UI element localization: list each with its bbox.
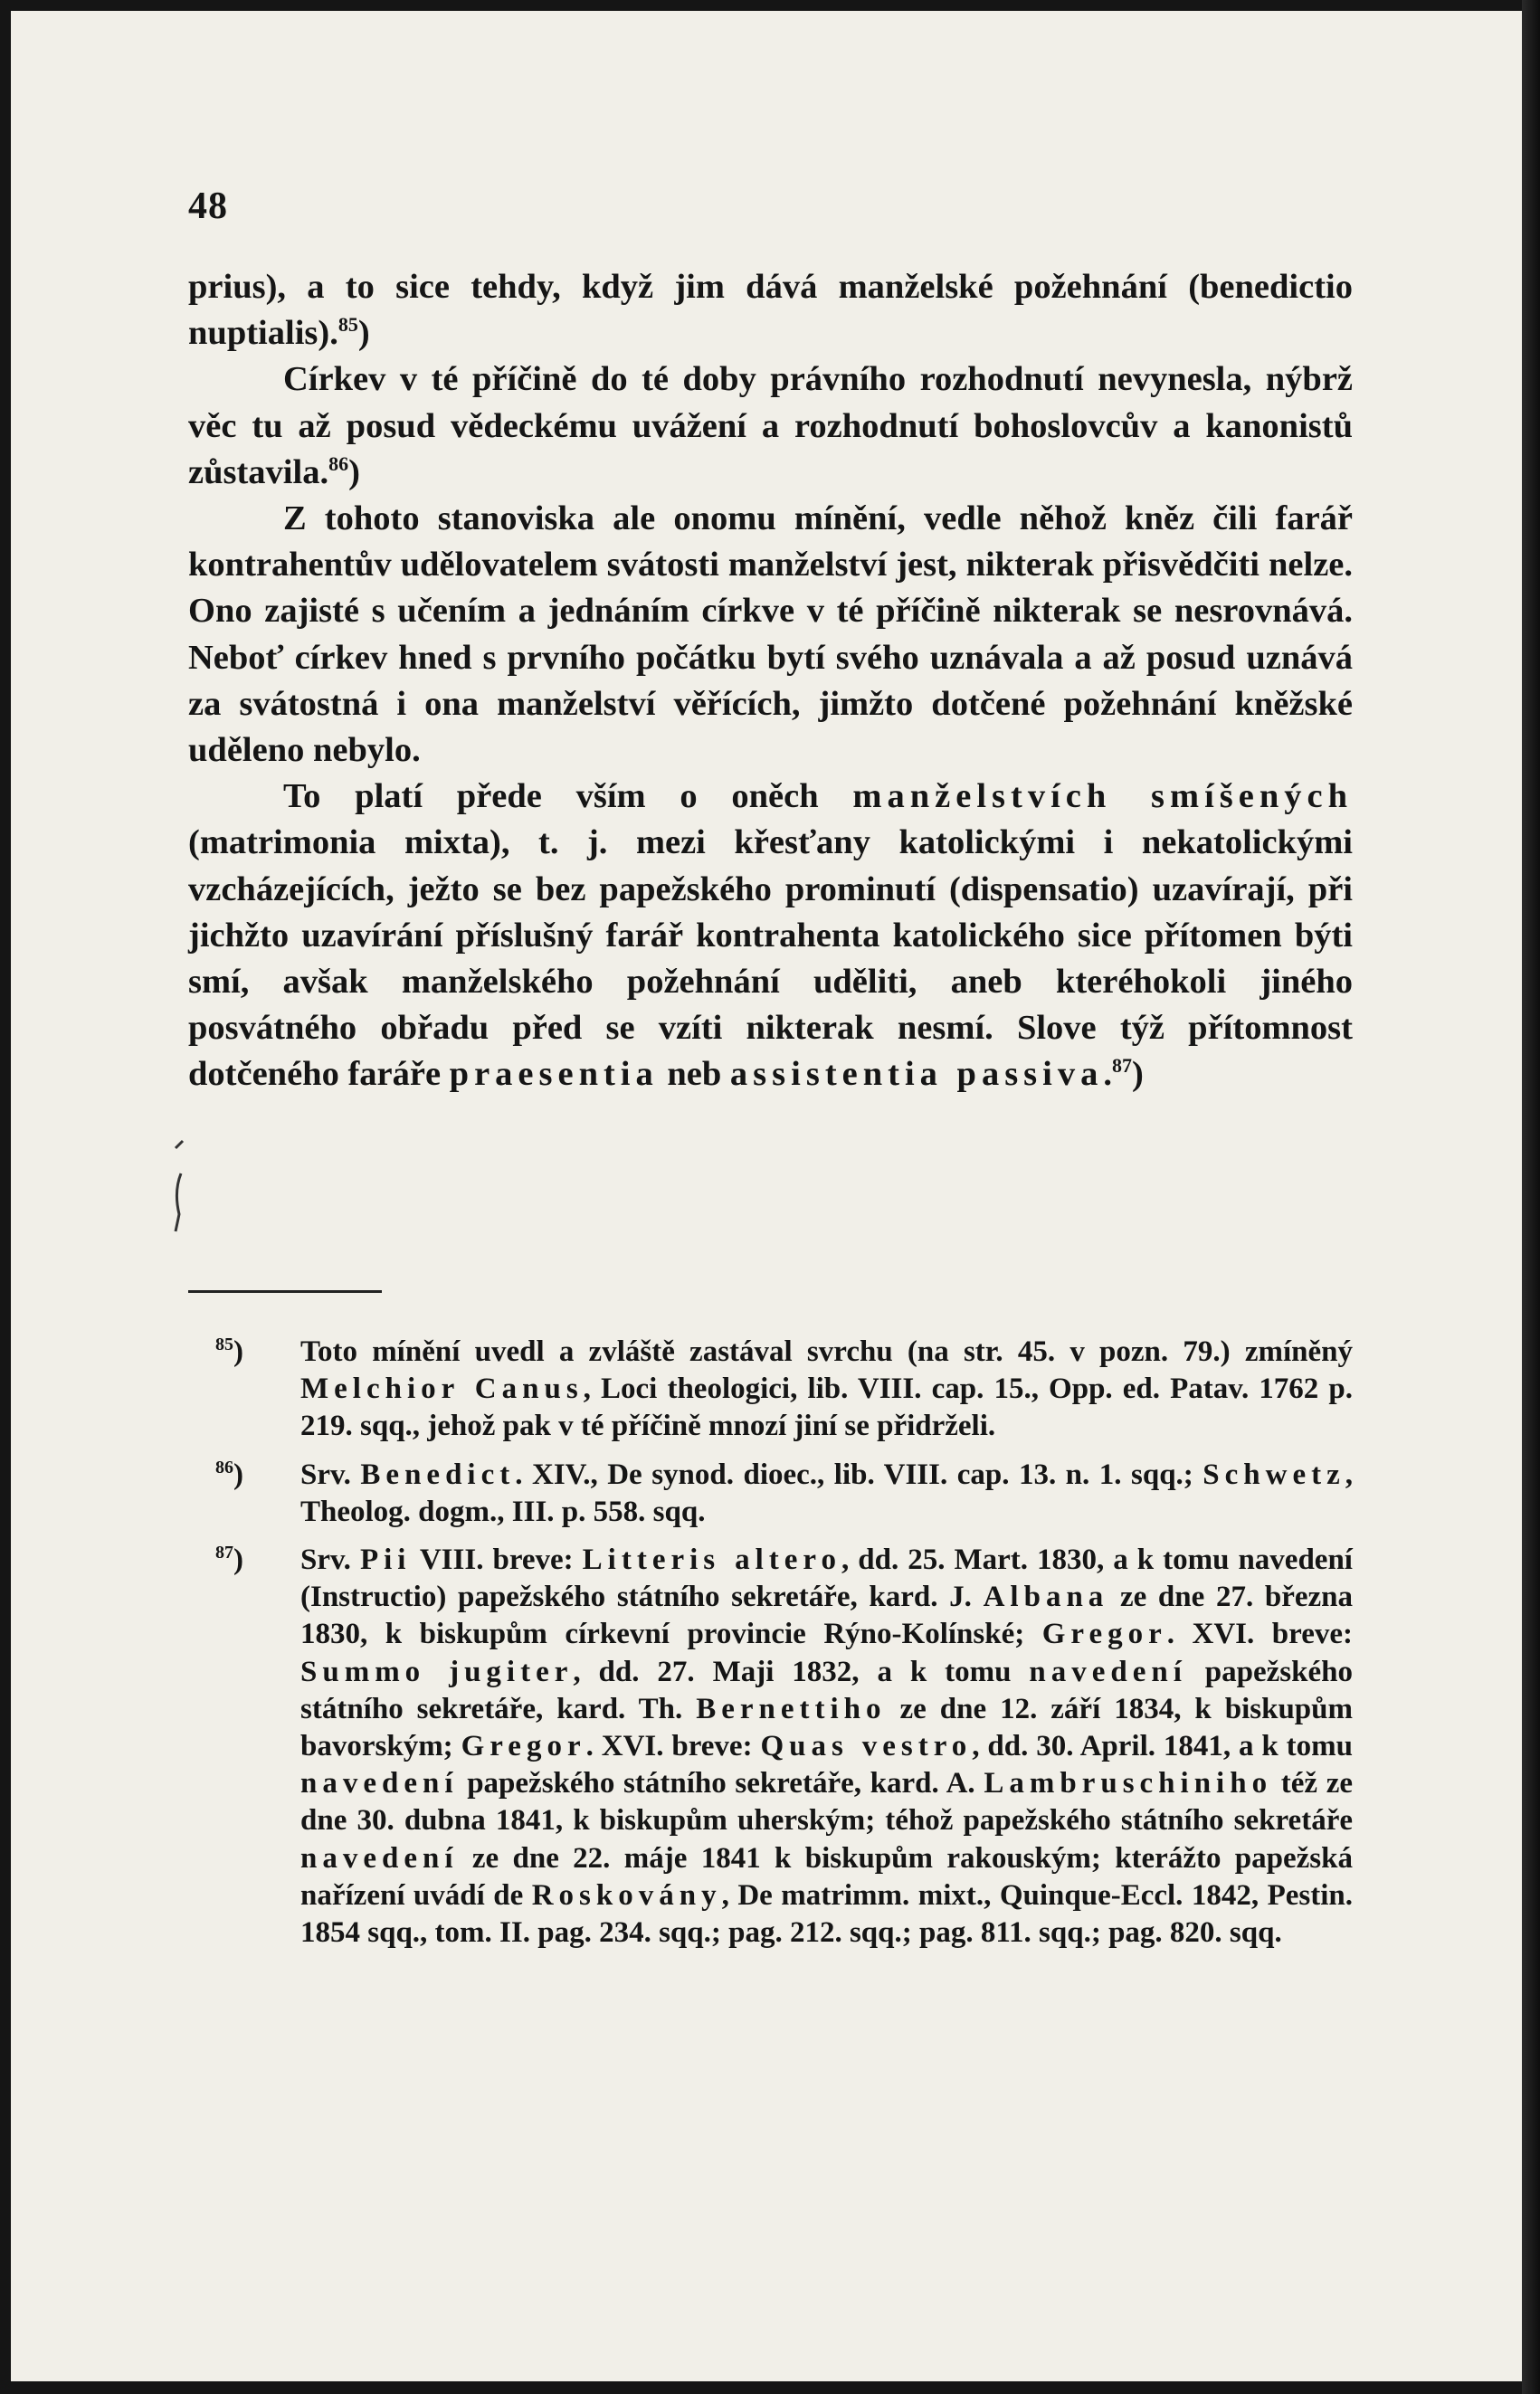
- spaced-emphasis: praesentia: [449, 1055, 659, 1094]
- text-run: papežského státního sekretáře, kard. Th.: [300, 1655, 1353, 1725]
- text-run: To platí přede vším o oněch: [283, 777, 853, 816]
- text-run: VIII. breve:: [411, 1544, 583, 1577]
- footnote-number: 85: [215, 1335, 233, 1354]
- text-run: . XIV., De synod. dioec., lib. VIII. cap. 13. n. 1. sqq.;: [515, 1458, 1203, 1491]
- footnote-number: 87: [215, 1543, 233, 1563]
- footnote-ref: 87: [1111, 1054, 1132, 1078]
- spaced-emphasis: Bernettiho: [696, 1692, 887, 1725]
- text-run: , dd. 25. Mart. 1830, a k tomu navedení (Instructio) papežského státního sekretáře, kard. J.: [300, 1544, 1353, 1614]
- spaced-emphasis: Lambruschiniho: [984, 1767, 1273, 1800]
- text-run: ): [1131, 1055, 1144, 1094]
- spaced-emphasis: Gregor: [1041, 1618, 1167, 1651]
- text-run: Srv.: [300, 1458, 361, 1491]
- text-run: . XVI. breve:: [585, 1730, 761, 1763]
- text-run: ze dne 12. září 1834, k biskupům bavorským;: [300, 1692, 1353, 1763]
- paragraph: [188, 774, 1353, 1097]
- spaced-emphasis: Melchior Canus: [300, 1373, 584, 1406]
- text-run: .: [1103, 1055, 1112, 1094]
- page-number: 48: [188, 185, 228, 227]
- text-run: . XVI. breve:: [1166, 1618, 1353, 1651]
- footnote-text: [300, 1544, 1353, 1949]
- text-run: ze dne 27. března 1830, k biskupům církevní provincie Rýno-Kolínské;: [300, 1581, 1353, 1651]
- spaced-emphasis: Albana: [983, 1581, 1109, 1614]
- text-run: , Loci theologici, lib. VIII. cap. 15., Opp. ed. Patav. 1762 p. 219. sqq., jehož pak v té příčině mnozí jiní se přidrželi.: [300, 1373, 1353, 1443]
- text-run: ): [357, 314, 370, 353]
- main-text: [188, 264, 1353, 1098]
- book-page: [11, 11, 1522, 2381]
- spaced-emphasis: Quas vestro: [760, 1730, 973, 1763]
- text-run: , Theolog. dogm., III. p. 558. sqq.: [300, 1458, 1353, 1528]
- footnote-separator: [188, 1290, 382, 1293]
- spaced-emphasis: assistentia passiva: [729, 1055, 1104, 1094]
- footnote-paren: ): [233, 1544, 243, 1577]
- spaced-emphasis: navedení: [1029, 1655, 1187, 1688]
- spaced-emphasis: navedení: [300, 1767, 459, 1800]
- spaced-emphasis: Roskovány: [531, 1878, 722, 1912]
- paragraph: [188, 264, 1353, 356]
- text-run: , De matrimm. mixt., Quinque-Eccl. 1842, Pestin. 1854 sqq., tom. II. pag. 234. sqq.; pag. 212. sqq.; pag. 811. sqq.; pag. 820. sqq.: [300, 1878, 1353, 1950]
- footnote-text: [300, 1458, 1353, 1528]
- footnote-mark: [215, 1334, 297, 1371]
- footnote-ref: 85: [337, 313, 358, 337]
- spaced-emphasis: Pii: [359, 1544, 412, 1577]
- text-run: papežského státního sekretáře, kard. A.: [458, 1767, 984, 1800]
- footnote-mark: [215, 1457, 297, 1494]
- footnote: [188, 1334, 1353, 1446]
- text-run: též ze dne 30. dubna 1841, k biskupům uherským; téhož papežského státního sekretáře: [300, 1767, 1353, 1838]
- spaced-emphasis: Summo jugiter: [300, 1655, 574, 1688]
- footnote-text: [300, 1335, 1353, 1442]
- text-run: ): [348, 452, 360, 491]
- footnote-ref: 86: [328, 451, 349, 475]
- text-run: , dd. 30. April. 1841, a k tomu: [972, 1730, 1353, 1763]
- text-run: Církev v té příčině do té doby právního rozhodnutí nevynesla, nýbrž věc tu až posud vědeckému uvážení a rozhodnutí bohoslovcův a kanonistů zůstavila.: [188, 360, 1353, 491]
- spaced-emphasis: Schwetz: [1203, 1458, 1345, 1491]
- paragraph: [188, 496, 1353, 774]
- text-run: Srv.: [300, 1544, 360, 1577]
- text-run: , dd. 27. Maji 1832, a k tomu: [573, 1655, 1030, 1688]
- paragraph: [188, 356, 1353, 496]
- footnote: [188, 1542, 1353, 1952]
- text-run: (matrimonia mixta), t. j. mezi křesťany katolickými i nekatolickými vzcházejících, ježto se bez papežského prominutí (dispensatio) uzavírají, při jichžto uzavírání příslušný farář kontrahenta katolického sice přítomen býti smí, avšak manželského požehnání uděliti, aneb kteréhokoli jiného posvátného obřadu před se vzíti nikterak nesmí. Slove týž přítomnost dotčeného faráře: [188, 823, 1353, 1094]
- text-run: neb: [658, 1055, 730, 1094]
- spaced-emphasis: navedení: [300, 1841, 459, 1875]
- footnote-paren: ): [233, 1335, 243, 1368]
- text-run: Z tohoto stanoviska ale onomu mínění, vedle něhož kněz čili farář kontrahentův udělovatelem svátosti manželství jest, nikterak přisvědčiti nelze. Ono zajisté s učením a jednáním církve v té příčině nikterak se nesrovnává. Neboť církev hned s prvního počátku bytí svého uznávala a až posud uznává za svátostná i ona manželství věřících, jimžto dotčené požehnání kněžské uděleno nebylo.: [188, 499, 1353, 770]
- margin-bracket-mark: [170, 1137, 188, 1237]
- footnote: [188, 1457, 1353, 1531]
- footnote-number: 86: [215, 1457, 233, 1477]
- footnote-paren: ): [233, 1458, 243, 1491]
- spaced-emphasis: Litteris altero: [582, 1544, 841, 1577]
- text-run: prius), a to sice tehdy, když jim dává manželské požehnání (benedictio nuptialis).: [188, 268, 1353, 353]
- binding-shadow: [1520, 192, 1522, 2182]
- spaced-emphasis: Benedict: [360, 1458, 516, 1491]
- text-run: Toto mínění uvedl a zvláště zastával svrchu (na str. 45. v pozn. 79.) zmíněný: [300, 1335, 1353, 1368]
- scan-edge: [1522, 0, 1540, 2394]
- footnotes: [188, 1334, 1353, 1962]
- footnote-mark: [215, 1542, 297, 1579]
- spaced-emphasis: manželstvích smíšených: [852, 777, 1354, 816]
- text-run: ze dne 22. máje 1841 k biskupům rakouským; kterážto papežská nařízení uvádí de: [300, 1841, 1353, 1912]
- spaced-emphasis: Gregor: [461, 1730, 586, 1763]
